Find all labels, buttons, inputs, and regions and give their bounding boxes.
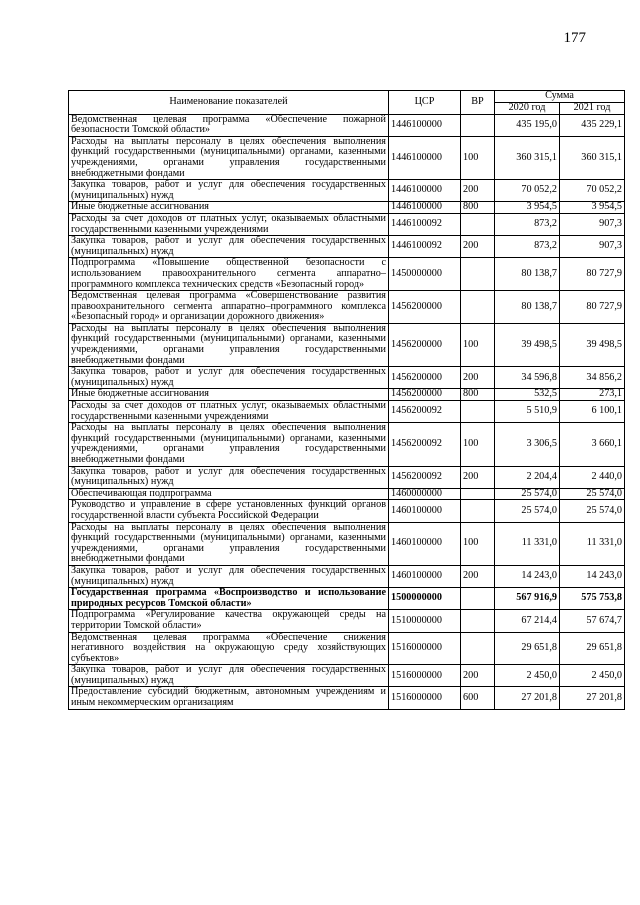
row-csr: 1516000000 <box>389 632 461 665</box>
row-amount-2020: 25 574,0 <box>495 488 560 500</box>
row-vr: 200 <box>461 236 495 258</box>
header-year-2021: 2021 год <box>560 102 625 114</box>
row-vr: 200 <box>461 565 495 587</box>
row-amount-2020: 873,2 <box>495 236 560 258</box>
row-vr: 100 <box>461 136 495 179</box>
row-name: Иные бюджетные ассигнования <box>69 202 389 214</box>
row-vr <box>461 114 495 136</box>
row-csr: 1446100000 <box>389 136 461 179</box>
row-amount-2020: 873,2 <box>495 213 560 235</box>
row-amount-2021: 27 201,8 <box>560 687 625 709</box>
budget-table <box>68 90 625 710</box>
row-amount-2021: 6 100,1 <box>560 401 625 423</box>
table-row <box>69 291 625 324</box>
row-vr <box>461 500 495 522</box>
row-name: Закупка товаров, работ и услуг для обеспечения государственных (муниципальных) нужд <box>69 236 389 258</box>
row-amount-2020: 27 201,8 <box>495 687 560 709</box>
row-csr: 1456200092 <box>389 466 461 488</box>
row-csr: 1500000000 <box>389 588 461 610</box>
row-name: Подпрограмма «Регулирование качества окружающей среды на территории Томской области» <box>69 610 389 632</box>
table-row <box>69 687 625 709</box>
row-csr: 1460000000 <box>389 488 461 500</box>
table-body <box>69 114 625 709</box>
table-row <box>69 136 625 179</box>
row-vr <box>461 610 495 632</box>
row-amount-2020: 34 596,8 <box>495 367 560 389</box>
row-csr: 1446100000 <box>389 114 461 136</box>
header-name: Наименование показателей <box>69 91 389 115</box>
table-row <box>69 488 625 500</box>
row-csr: 1446100000 <box>389 202 461 214</box>
row-amount-2020: 11 331,0 <box>495 522 560 565</box>
row-csr: 1516000000 <box>389 665 461 687</box>
table-row <box>69 389 625 401</box>
row-amount-2021: 11 331,0 <box>560 522 625 565</box>
row-csr: 1456200092 <box>389 423 461 466</box>
table-row <box>69 610 625 632</box>
row-vr <box>461 258 495 291</box>
row-name: Ведомственная целевая программа «Совершенствование развития правоохранительного сегмента аппаратно–программного комплекса «Безопасный город» и организации дорожного движения» <box>69 291 389 324</box>
row-name: Предоставление субсидий бюджетным, автономным учреждениям и иным некоммерческим организациям <box>69 687 389 709</box>
row-vr <box>461 632 495 665</box>
table-row <box>69 466 625 488</box>
row-name: Ведомственная целевая программа «Обеспечение пожарной безопасности Томской области» <box>69 114 389 136</box>
row-amount-2020: 14 243,0 <box>495 565 560 587</box>
row-amount-2021: 25 574,0 <box>560 488 625 500</box>
row-amount-2021: 2 450,0 <box>560 665 625 687</box>
table-row <box>69 522 625 565</box>
row-amount-2020: 567 916,9 <box>495 588 560 610</box>
header-sum: Сумма <box>495 91 625 103</box>
row-vr: 100 <box>461 522 495 565</box>
row-amount-2020: 3 954,5 <box>495 202 560 214</box>
table-row <box>69 401 625 423</box>
table-row <box>69 367 625 389</box>
row-name: Расходы за счет доходов от платных услуг, оказываемых областными государственными казенными учреждениями <box>69 213 389 235</box>
row-csr: 1460100000 <box>389 565 461 587</box>
row-name: Закупка товаров, работ и услуг для обеспечения государственных (муниципальных) нужд <box>69 180 389 202</box>
table-row <box>69 588 625 610</box>
row-vr: 200 <box>461 367 495 389</box>
row-name: Закупка товаров, работ и услуг для обеспечения государственных (муниципальных) нужд <box>69 565 389 587</box>
row-name: Закупка товаров, работ и услуг для обеспечения государственных (муниципальных) нужд <box>69 665 389 687</box>
row-amount-2021: 3 954,5 <box>560 202 625 214</box>
row-vr: 200 <box>461 665 495 687</box>
row-name: Расходы за счет доходов от платных услуг, оказываемых областными государственными казенными учреждениями <box>69 401 389 423</box>
row-vr: 200 <box>461 180 495 202</box>
row-csr: 1456200000 <box>389 291 461 324</box>
table-row <box>69 632 625 665</box>
row-vr <box>461 291 495 324</box>
table-row <box>69 323 625 366</box>
row-vr <box>461 401 495 423</box>
row-name: Закупка товаров, работ и услуг для обеспечения государственных (муниципальных) нужд <box>69 367 389 389</box>
table-header <box>69 91 625 115</box>
row-amount-2020: 2 204,4 <box>495 466 560 488</box>
row-amount-2021: 14 243,0 <box>560 565 625 587</box>
row-amount-2021: 39 498,5 <box>560 323 625 366</box>
row-amount-2021: 57 674,7 <box>560 610 625 632</box>
row-amount-2020: 532,5 <box>495 389 560 401</box>
row-amount-2021: 34 856,2 <box>560 367 625 389</box>
row-name: Расходы на выплаты персоналу в целях обеспечения выполнения функций государственными (муниципальными) органами, казенными учреждениями, органами управления государственными внебюджетными фондами <box>69 323 389 366</box>
row-amount-2020: 70 052,2 <box>495 180 560 202</box>
row-vr: 800 <box>461 389 495 401</box>
table-row <box>69 565 625 587</box>
row-csr: 1456200000 <box>389 389 461 401</box>
row-amount-2020: 25 574,0 <box>495 500 560 522</box>
row-amount-2020: 2 450,0 <box>495 665 560 687</box>
row-csr: 1450000000 <box>389 258 461 291</box>
row-vr: 100 <box>461 423 495 466</box>
row-amount-2020: 67 214,4 <box>495 610 560 632</box>
row-name: Закупка товаров, работ и услуг для обеспечения государственных (муниципальных) нужд <box>69 466 389 488</box>
row-vr: 100 <box>461 323 495 366</box>
row-amount-2021: 80 727,9 <box>560 258 625 291</box>
row-name: Ведомственная целевая программа «Обеспечение снижения негативного воздействия на окружающую среду хозяйствующих субъектов» <box>69 632 389 665</box>
row-csr: 1460100000 <box>389 522 461 565</box>
row-amount-2021: 907,3 <box>560 213 625 235</box>
row-amount-2021: 3 660,1 <box>560 423 625 466</box>
row-name: Иные бюджетные ассигнования <box>69 389 389 401</box>
header-csr: ЦСР <box>389 91 461 115</box>
row-vr: 800 <box>461 202 495 214</box>
row-amount-2021: 80 727,9 <box>560 291 625 324</box>
row-name: Обеспечивающая подпрограмма <box>69 488 389 500</box>
row-csr: 1456200092 <box>389 401 461 423</box>
row-amount-2021: 907,3 <box>560 236 625 258</box>
row-csr: 1446100092 <box>389 236 461 258</box>
row-amount-2021: 360 315,1 <box>560 136 625 179</box>
row-vr: 200 <box>461 466 495 488</box>
row-name: Государственная программа «Воспроизводство и использование природных ресурсов Томской области» <box>69 588 389 610</box>
table-row <box>69 213 625 235</box>
row-amount-2020: 80 138,7 <box>495 258 560 291</box>
row-csr: 1456200000 <box>389 323 461 366</box>
row-name: Расходы на выплаты персоналу в целях обеспечения выполнения функций государственными (муниципальными) органами, казенными учреждениями, органами управления государственными внебюджетными фондами <box>69 423 389 466</box>
row-amount-2021: 25 574,0 <box>560 500 625 522</box>
row-amount-2021: 70 052,2 <box>560 180 625 202</box>
row-amount-2021: 575 753,8 <box>560 588 625 610</box>
table-row <box>69 258 625 291</box>
row-amount-2021: 273,1 <box>560 389 625 401</box>
row-amount-2020: 360 315,1 <box>495 136 560 179</box>
row-amount-2020: 29 651,8 <box>495 632 560 665</box>
row-amount-2020: 5 510,9 <box>495 401 560 423</box>
table-row <box>69 236 625 258</box>
row-amount-2020: 80 138,7 <box>495 291 560 324</box>
table-row <box>69 665 625 687</box>
row-amount-2021: 2 440,0 <box>560 466 625 488</box>
header-vr: ВР <box>461 91 495 115</box>
table-row <box>69 202 625 214</box>
row-name: Руководство и управление в сфере установленных функций органов государственной власти субъекта Российской Федерации <box>69 500 389 522</box>
row-csr: 1510000000 <box>389 610 461 632</box>
row-csr: 1446100092 <box>389 213 461 235</box>
row-amount-2020: 39 498,5 <box>495 323 560 366</box>
row-amount-2021: 29 651,8 <box>560 632 625 665</box>
header-year-2020: 2020 год <box>495 102 560 114</box>
row-amount-2020: 3 306,5 <box>495 423 560 466</box>
table-row <box>69 500 625 522</box>
table-row <box>69 423 625 466</box>
row-amount-2020: 435 195,0 <box>495 114 560 136</box>
row-vr <box>461 488 495 500</box>
row-csr: 1446100000 <box>389 180 461 202</box>
row-name: Расходы на выплаты персоналу в целях обеспечения выполнения функций государственными (муниципальными) органами, казенными учреждениями, органами управления государственными внебюджетными фондами <box>69 522 389 565</box>
row-csr: 1460100000 <box>389 500 461 522</box>
row-vr: 600 <box>461 687 495 709</box>
table-row <box>69 180 625 202</box>
row-vr <box>461 588 495 610</box>
row-vr <box>461 213 495 235</box>
row-amount-2021: 435 229,1 <box>560 114 625 136</box>
table-row <box>69 114 625 136</box>
row-csr: 1516000000 <box>389 687 461 709</box>
row-name: Расходы на выплаты персоналу в целях обеспечения выполнения функций государственными (муниципальными) органами, казенными учреждениями, органами управления государственными внебюджетными фондами <box>69 136 389 179</box>
row-csr: 1456200000 <box>389 367 461 389</box>
row-name: Подпрограмма «Повышение общественной безопасности с использованием правоохранительного сегмента аппаратно–программного комплекса технических средств «Безопасный город» <box>69 258 389 291</box>
page-number: 177 <box>563 30 586 46</box>
